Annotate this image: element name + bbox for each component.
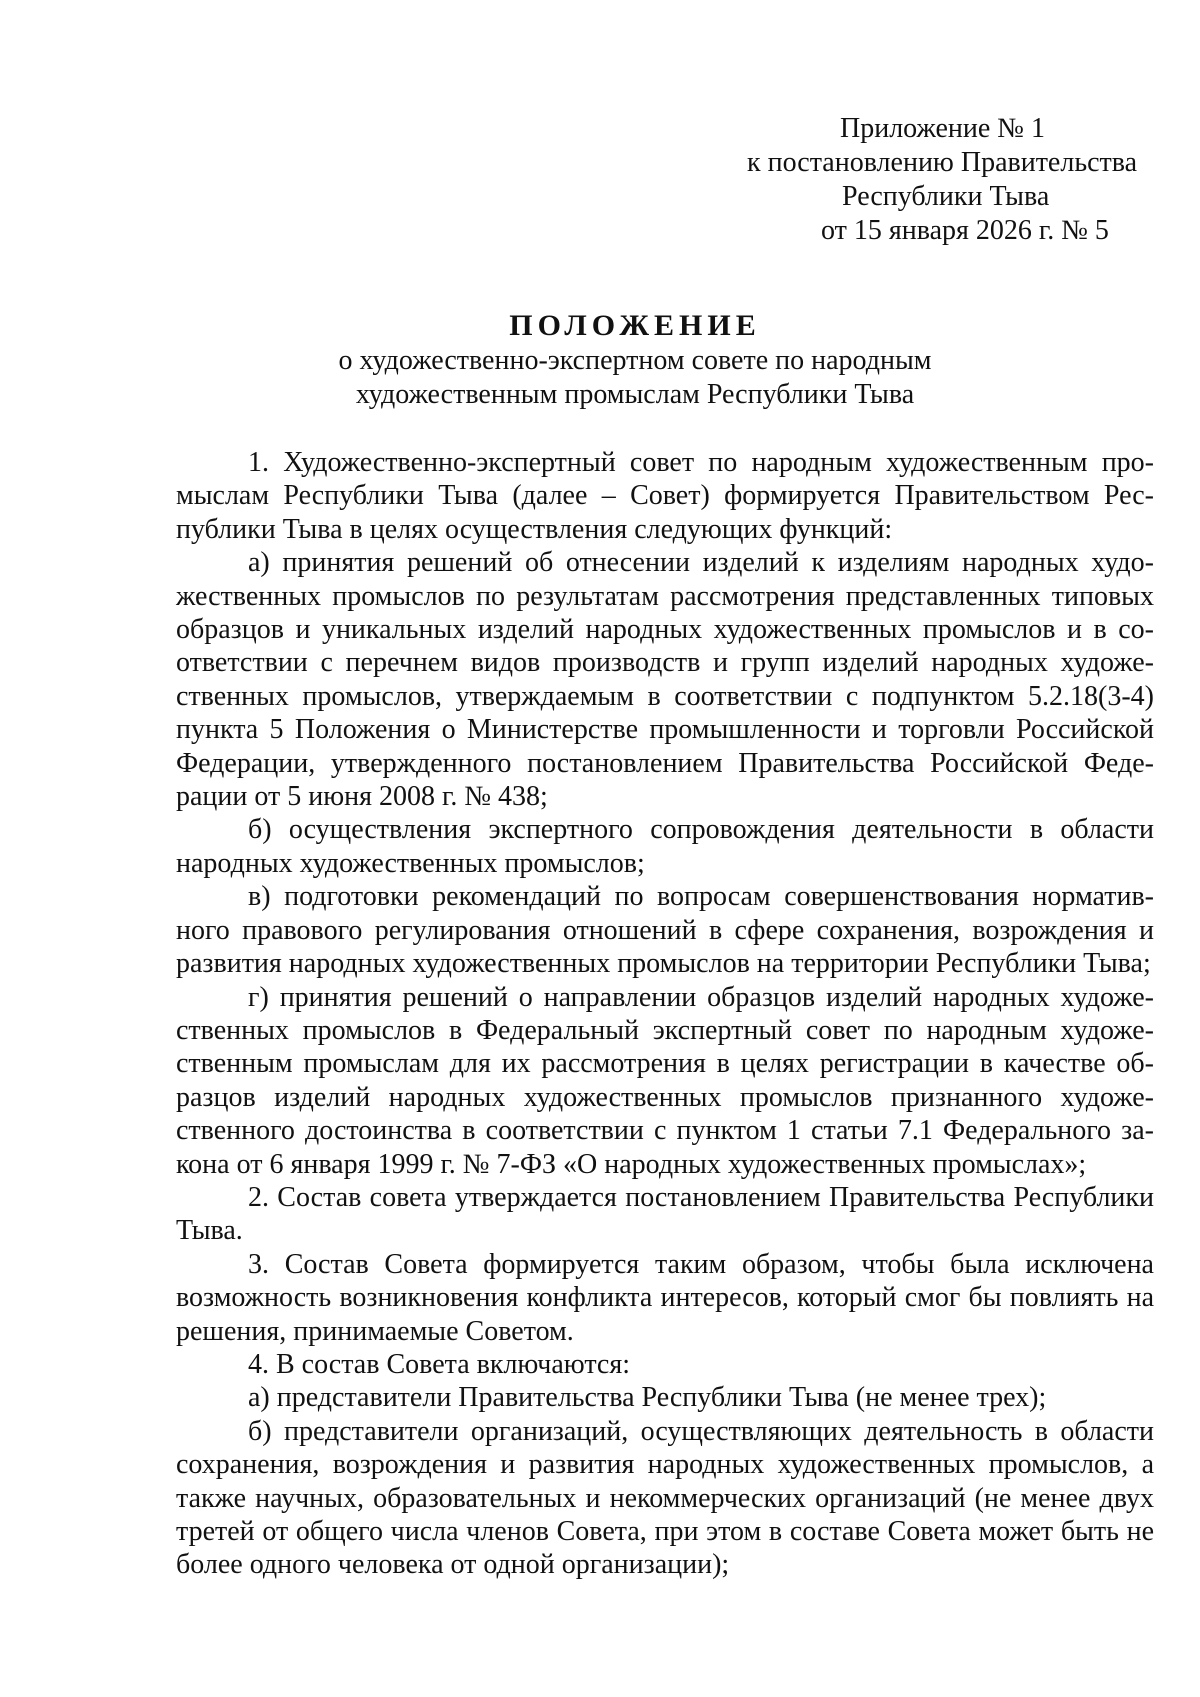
paragraph-4: 4. В состав Совета включаются: — [248, 1348, 630, 1380]
document-body — [176, 446, 1154, 1582]
title-block — [170, 308, 1100, 412]
paragraph-2: 2. Состав совета утверждается постановлением Правительства Республики Тыва. — [176, 1181, 1154, 1247]
paragraph-4a: а) представители Правительства Республики Тыва (не менее трех); — [248, 1382, 1047, 1414]
paragraph-3: 3. Состав Совета формируется таким образом, чтобы была исключена возможность возникновения конфликта интересов, который смог бы повлиять на решения, принимаемые Советом. — [176, 1248, 1154, 1347]
paragraph-1g: г) принятия решений о направлении образцов изделий народных художественных промыслов в Федеральный экспертный совет по народным художественным промыслам для их рассмотрения в целях регистрации в качестве образцов изделий народных художественных промыслов признанного художественного достоинства в соответствии с пунктом 1 статьи 7.1 Федерального закона от 6 января 1999 г. № 7-ФЗ «О народных художественных промыслах»; — [176, 981, 1154, 1180]
paragraph-4b: б) представители организаций, осуществляющих деятельность в области сохранения, возрождения и развития народных художественных промыслов, а также научных, образовательных и некоммерческих организаций (не менее двух третей от общего числа членов Совета, при этом в составе Совета может быть не более одного человека от одной организации); — [176, 1415, 1154, 1581]
appendix-line-2: к постановлению Правительства — [747, 147, 1138, 178]
appendix-line-1: Приложение № 1 — [840, 113, 1045, 144]
appendix-header — [720, 112, 1140, 248]
appendix-line-3: Республики Тыва — [842, 181, 1050, 212]
paragraph-1: 1. Художественно-экспертный совет по народным художественным промыслам Республики Тыва (далее – Совет) формируется Правительством Республики Тыва в целях осуществления следующих функций: — [176, 447, 1154, 545]
document-subtitle-line-2: художественным промыслам Республики Тыва — [355, 379, 915, 410]
appendix-line-4: от 15 января 2026 г. № 5 — [821, 215, 1109, 246]
document-subtitle-line-1: о художественно-экспертном совете по народным — [338, 345, 932, 376]
document-title: ПОЛОЖЕНИЕ — [509, 309, 761, 342]
paragraph-1a: а) принятия решений об отнесении изделий к изделиям народных художественных промыслов по результатам рассмотрения представленных типовых образцов и уникальных изделий народных художественных промыслов и в соответствии с перечнем видов производств и групп изделий народных художественных промыслов, утверждаемым в соответствии с подпунктом 5.2.18(3-4) пункта 5 Положения о Министерстве промышленности и торговли Российской Федерации, утвержденного постановлением Правительства Российской Федерации от 5 июня 2008 г. № 438; — [176, 547, 1154, 813]
paragraph-1b: б) осуществления экспертного сопровождения деятельности в области народных художественных промыслов; — [176, 814, 1154, 879]
paragraph-1v: в) подготовки рекомендаций по вопросам совершенствования нормативного правового регулирования отношений в сфере сохранения, возрождения и развития народных художественных промыслов на территории Республики Тыва; — [176, 881, 1154, 980]
